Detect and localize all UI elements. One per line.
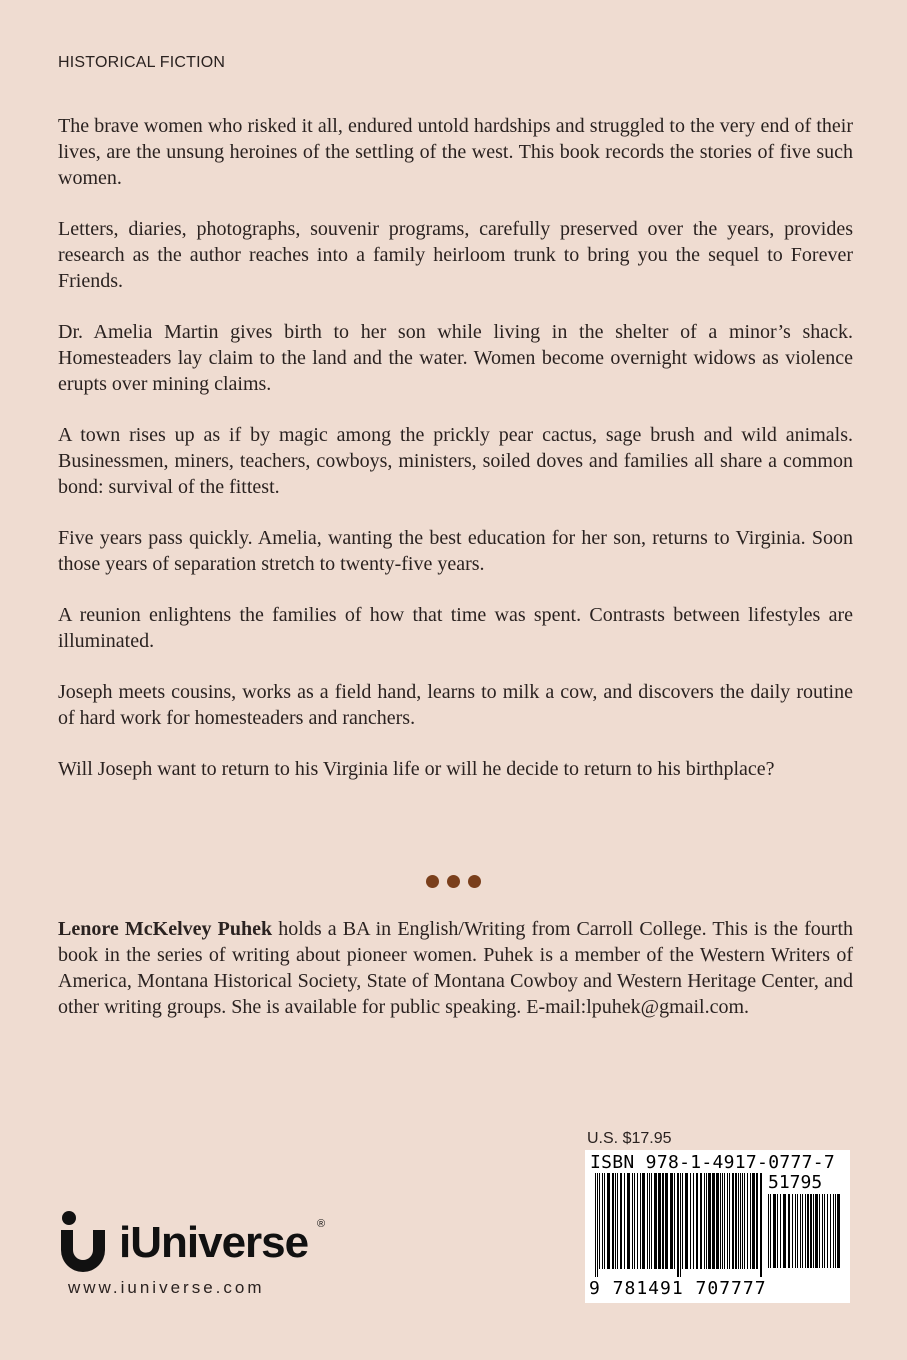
barcode-bar (602, 1173, 603, 1269)
barcode-bar (752, 1173, 755, 1269)
author-name: Lenore McKelvey Puhek (58, 918, 273, 940)
barcode-bar (777, 1194, 778, 1268)
barcode-bar (727, 1173, 728, 1269)
author-bio (58, 916, 853, 1020)
barcode-bar (674, 1173, 675, 1269)
barcode-bar (690, 1173, 691, 1269)
barcode-bar (627, 1173, 630, 1269)
barcode-bar (768, 1194, 769, 1268)
barcode-bar (612, 1173, 614, 1269)
barcode-bar (597, 1173, 598, 1277)
ean-barcode-bars (595, 1173, 765, 1277)
barcode-bar (724, 1173, 725, 1269)
barcode-bar (760, 1173, 762, 1277)
barcode-bar (708, 1173, 711, 1269)
barcode-bar (729, 1173, 730, 1269)
barcode-bar (795, 1194, 796, 1268)
barcode-bar (740, 1173, 741, 1269)
barcode-bar (773, 1194, 776, 1268)
barcode-bar (792, 1194, 793, 1268)
barcode-bar (649, 1173, 650, 1269)
barcode-bar (658, 1173, 661, 1269)
barcode-bar (815, 1194, 818, 1268)
barcode-bar (824, 1194, 825, 1268)
barcode-bar (637, 1173, 638, 1269)
barcode-bar (770, 1194, 771, 1268)
barcode-bar (732, 1173, 734, 1269)
barcode-bar (640, 1173, 641, 1269)
barcode-bar (822, 1194, 823, 1268)
isbn-barcode (585, 1150, 850, 1303)
barcode-bar (819, 1194, 820, 1268)
barcode-bar (833, 1194, 834, 1268)
barcode-bar (599, 1173, 600, 1269)
barcode-bar (756, 1173, 758, 1269)
barcode-bar (654, 1173, 657, 1269)
barcode-bar (706, 1173, 707, 1269)
divider-dot (426, 875, 439, 888)
price-label: U.S. $17.95 (587, 1130, 672, 1147)
registered-mark: ® (317, 1218, 326, 1230)
barcode-bar (810, 1194, 812, 1268)
barcode-bar (735, 1173, 737, 1269)
blurb-paragraph: A town rises up as if by magic among the prickly pear cactus, sage brush and wild animals. Businessmen, miners, teachers, cowboys, ministers, soiled doves and families all share a common bond: survival of the fittest. (58, 424, 853, 498)
barcode-bar (750, 1173, 751, 1269)
barcode-bar (797, 1194, 798, 1268)
author-bio-text: holds a BA in English/Writing from Carroll College. This is the fourth book in the series of writing about pioneer women. Puhek is a member of the Western Writers of America, Montana Historical Society, State of Montana Cowboy and Western Heritage Center, and other writing groups. She is available for public speaking. E-mail:lpuhek@gmail.com. (58, 918, 854, 1018)
barcode-bar (670, 1173, 673, 1269)
barcode-bar (837, 1194, 840, 1268)
barcode-bar (607, 1173, 610, 1269)
barcode-bar (712, 1173, 715, 1269)
publisher-logo (55, 1208, 355, 1278)
barcode-bar (738, 1173, 739, 1269)
barcode-bar (662, 1173, 664, 1269)
barcode-bar (620, 1173, 622, 1269)
blurb-paragraph: Will Joseph want to return to his Virginia life or will he decide to return to his birthplace? (58, 758, 775, 780)
divider-dot (468, 875, 481, 888)
barcode-bar (788, 1194, 790, 1268)
barcode-bar (615, 1173, 616, 1269)
blurb-paragraph: Letters, diaries, photographs, souvenir programs, carefully preserved over the years, provides research as the author reaches into a family heirloom trunk to bring you the sequel to Forever Friends. (58, 218, 853, 292)
barcode-bar (634, 1173, 635, 1269)
barcode-bar (651, 1173, 652, 1269)
ean-digits: 9 781491 707777 (589, 1278, 767, 1299)
barcode-bar (632, 1173, 633, 1269)
blurb-paragraph: The brave women who risked it all, endured untold hardships and struggled to the very end of their lives, are the unsung heroines of the settling of the west. This book records the stories of five such women. (58, 115, 853, 189)
barcode-bar (747, 1173, 748, 1269)
blurb-paragraph: Joseph meets cousins, works as a field hand, learns to milk a cow, and discovers the daily routine of hard work for homesteaders and ranchers. (58, 681, 853, 729)
blurb-paragraph: Five years pass quickly. Amelia, wanting the best education for her son, returns to Virginia. Soon those years of separation stretch to twenty-five years. (58, 527, 853, 575)
publisher-website: www.iuniverse.com (68, 1278, 265, 1297)
blurb (58, 113, 853, 807)
barcode-bar (720, 1173, 721, 1269)
barcode-bar (647, 1173, 648, 1269)
barcode-bar (693, 1173, 694, 1269)
barcode-bar (604, 1173, 605, 1269)
barcode-bar (700, 1173, 702, 1269)
barcode-bar (677, 1173, 679, 1277)
barcode-bar (595, 1173, 596, 1277)
barcode-bar (716, 1173, 719, 1269)
divider-dot (447, 875, 460, 888)
publisher-name: iUniverse (119, 1218, 309, 1267)
barcode-bar (807, 1194, 809, 1268)
barcode-bar (780, 1194, 781, 1268)
barcode-bar (642, 1173, 645, 1269)
barcode-bar (704, 1173, 705, 1269)
barcode-bar (805, 1194, 806, 1268)
barcode-bar (680, 1173, 681, 1277)
barcode-bar (617, 1173, 618, 1269)
addon-barcode-bars (768, 1194, 842, 1276)
barcode-bar (685, 1173, 688, 1269)
blurb-paragraph: Dr. Amelia Martin gives birth to her son while living in the shelter of a minor’s shack. Homesteaders lay claim to the land and the water. Women become overnight widows as violence erupts over mining claims. (58, 321, 853, 395)
barcode-bar (827, 1194, 828, 1268)
barcode-bar (742, 1173, 743, 1269)
barcode-bar (800, 1194, 801, 1268)
barcode-bar (783, 1194, 786, 1268)
barcode-bar (624, 1173, 625, 1269)
isbn-text: ISBN 978-1-4917-0777-7 (590, 1152, 836, 1173)
barcode-bar (835, 1194, 836, 1268)
barcode-bar (744, 1173, 745, 1269)
barcode-bar (802, 1194, 803, 1268)
iuniverse-logo-icon (55, 1208, 115, 1272)
barcode-bar (665, 1173, 668, 1269)
blurb-paragraph: A reunion enlightens the families of how that time was spent. Contrasts between lifestyles are illuminated. (58, 604, 853, 652)
genre-label: HISTORICAL FICTION (58, 54, 226, 71)
barcode-bar (830, 1194, 831, 1268)
barcode-bar (722, 1173, 723, 1269)
barcode-bar (682, 1173, 683, 1269)
barcode-bar (696, 1173, 698, 1269)
addon-code: 51795 (768, 1172, 823, 1193)
barcode-bar (813, 1194, 814, 1268)
section-divider-dots (426, 875, 486, 889)
